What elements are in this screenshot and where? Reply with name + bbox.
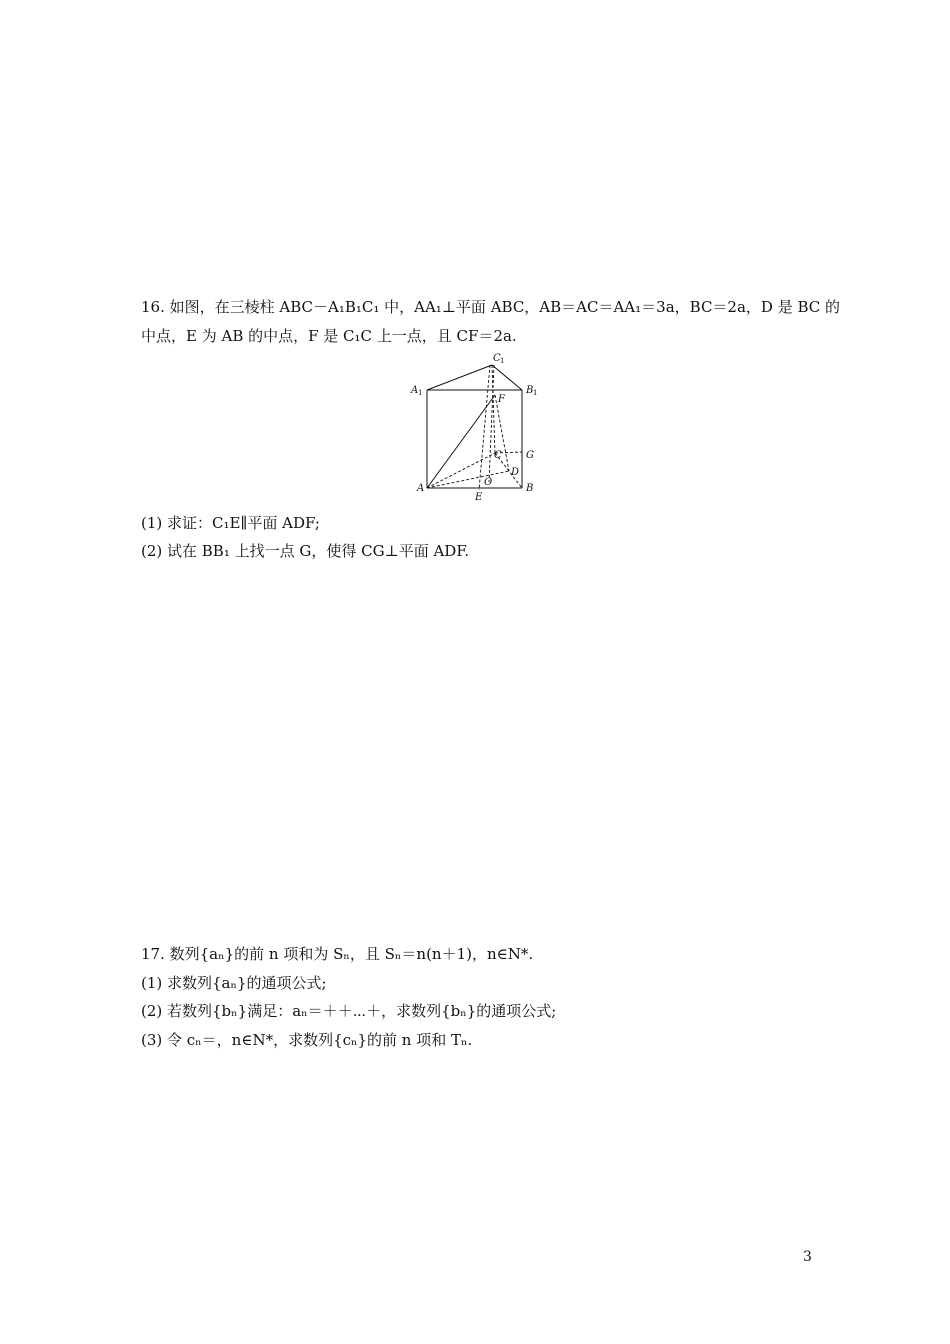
label-d: D [511, 467, 520, 478]
edge-c1-e [479, 365, 493, 490]
prism-labels [410, 353, 537, 503]
label-b: B [526, 483, 534, 494]
problem-17-part-3: (3) 令 cₙ＝，n∈N*，求数列{cₙ}的前 n 项和 Tₙ. [141, 1031, 473, 1049]
edge-a-f [427, 395, 495, 488]
problem-17-part-1: (1) 求数列{aₙ}的通项公式; [141, 974, 327, 992]
prism-dashed-edges [427, 365, 522, 490]
edge-c1-b1 [492, 365, 522, 390]
label-o: O [484, 477, 493, 488]
label-e: E [475, 492, 483, 503]
edge-c1-o [489, 365, 494, 482]
label-c1: C [493, 353, 501, 364]
problem-16-part-2: (2) 试在 BB₁ 上找一点 G，使得 CG⊥平面 ADF. [141, 542, 470, 560]
edge-c1-c [492, 365, 495, 453]
label-b1: B [526, 385, 534, 396]
problem-16-part-1: (1) 求证：C₁E∥平面 ADF; [141, 514, 320, 532]
label-c1-sub: 1 [500, 357, 505, 365]
problem-16-statement-line-2: 中点，E 为 AB 的中点，F 是 C₁C 上一点，且 CF＝2a. [141, 327, 517, 345]
problem-17-part-2: (2) 若数列{bₙ}满足：aₙ＝＋＋⋯＋，求数列{bₙ}的通项公式; [141, 1002, 557, 1020]
page-number: 3 [803, 1249, 812, 1265]
label-g: G [526, 450, 534, 461]
prism-diagram [405, 350, 550, 505]
problem-16-statement-line-1: 16. 如图，在三棱柱 ABC－A₁B₁C₁ 中，AA₁⊥平面 ABC，AB＝AC＝AA₁＝3a，BC＝2a，D 是 BC 的 [141, 298, 841, 316]
label-a1: A [411, 385, 419, 396]
label-b1-sub: 1 [533, 389, 538, 397]
label-a1-sub: 1 [418, 389, 423, 397]
edge-a1-c1 [427, 365, 492, 390]
label-f: F [498, 394, 505, 405]
prism-figure [405, 350, 550, 505]
label-a: A [417, 483, 425, 494]
edge-a-d [427, 471, 509, 488]
problem-17-statement: 17. 数列{aₙ}的前 n 项和为 Sₙ，且 Sₙ＝n(n＋1)，n∈N*. [141, 945, 534, 963]
label-c: C [494, 450, 502, 461]
